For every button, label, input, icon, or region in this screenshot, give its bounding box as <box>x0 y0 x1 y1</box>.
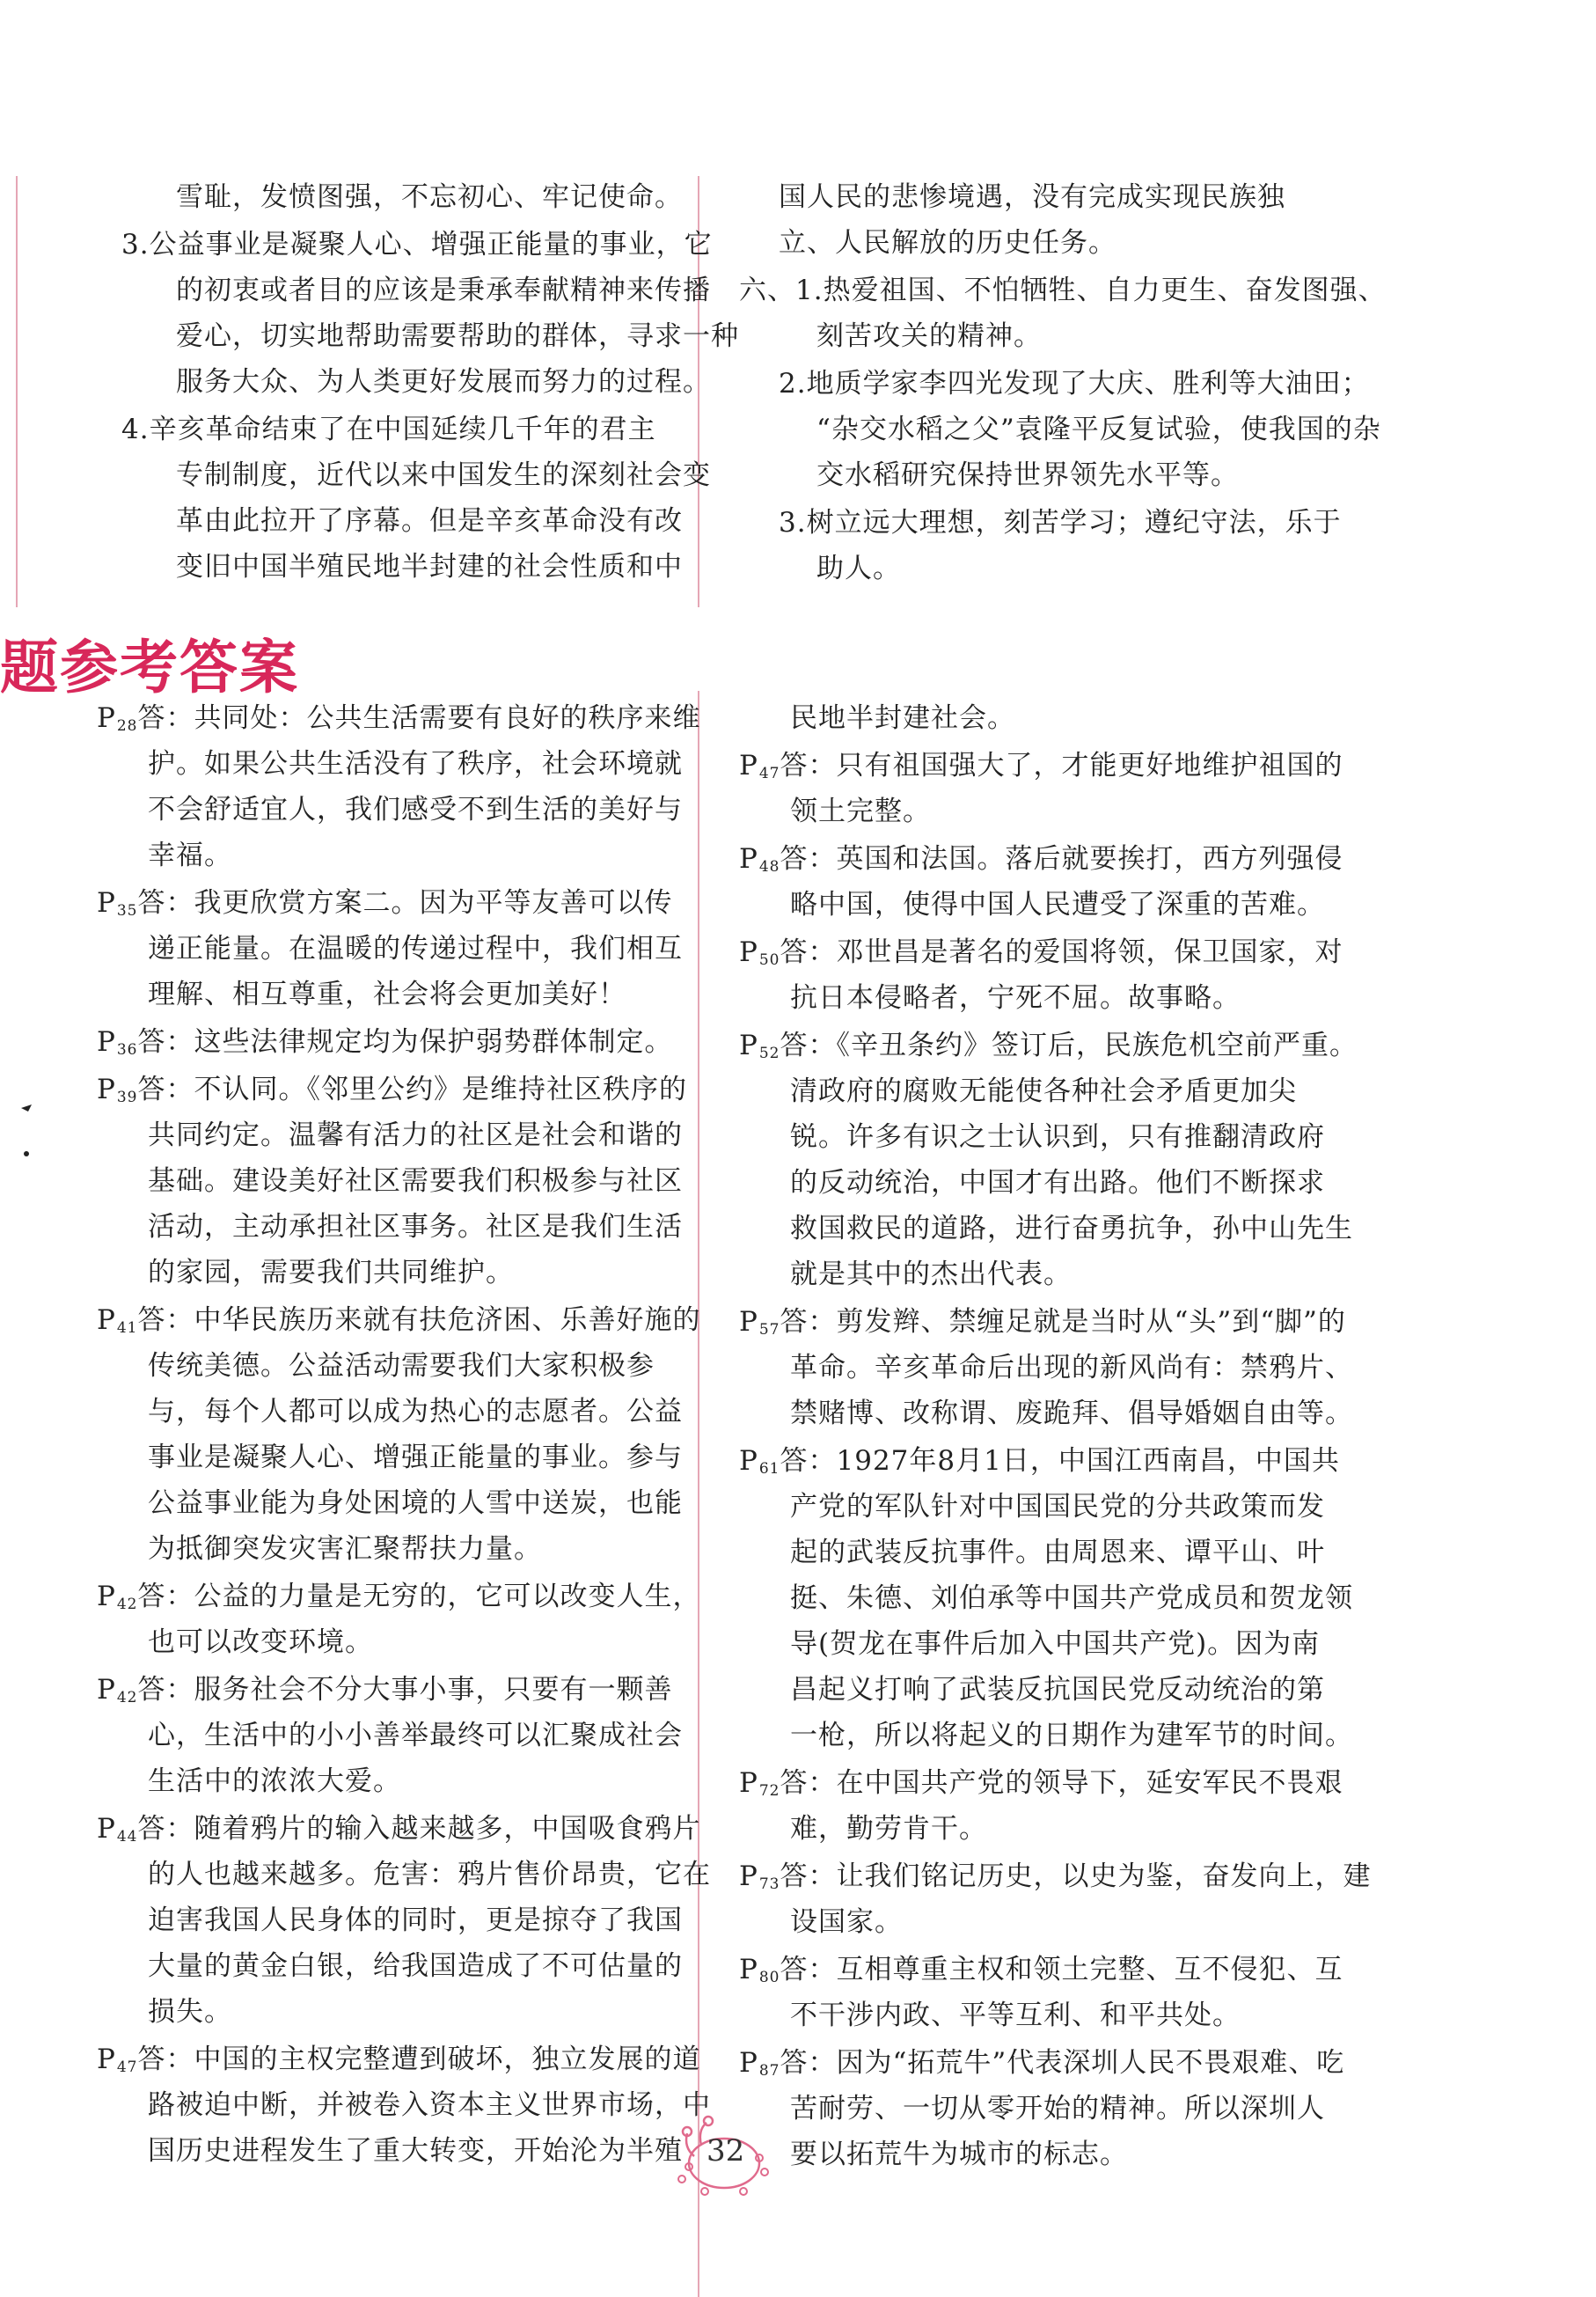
page-reference-number: 36 <box>116 1041 138 1059</box>
page-reference-number: 87 <box>758 2062 780 2080</box>
page-answer-item <box>739 695 1302 741</box>
answer-line: 地质学家李四光发现了大庆、胜利等大油田； <box>806 368 1370 400</box>
answer-line: 答：共同处：公共生活需要有良好的秩序来维 <box>137 702 701 734</box>
answer-line: 基础。建设美好社区需要我们积极参与社区 <box>148 1165 683 1197</box>
answer-line: 立、人民解放的历史任务。 <box>779 227 1116 259</box>
answer-line: 清政府的腐败无能使各种社会矛盾更加尖 <box>790 1075 1297 1107</box>
page-reference: $P_{35}$ <box>97 887 138 920</box>
answer-line: 革由此拉开了序幕。但是辛亥革命没有改 <box>176 505 683 537</box>
page-reference-number: 42 <box>116 1596 138 1613</box>
answer-line: “杂交水稻之父”袁隆平反复试验，使我国的杂 <box>816 414 1381 445</box>
page-reference: $P_{80}$ <box>739 1954 780 1986</box>
left-margin-rule <box>16 176 18 607</box>
page-answer-item <box>97 1019 673 1065</box>
page-answer-item <box>97 1667 683 1804</box>
page-reference: $P_{48}$ <box>739 843 780 876</box>
item-number: 六、1. <box>739 275 824 306</box>
answer-line: 迫害我国人民身体的同时，更是掠夺了我国 <box>148 1904 683 1936</box>
answer-line: 答：中国的主权完整遭到破坏，独立发展的道 <box>137 2044 701 2075</box>
page-answer-item <box>97 1297 701 1572</box>
bottom-left-column <box>97 695 711 2176</box>
page-reference: $P_{36}$ <box>97 1026 138 1059</box>
page-reference-number: 72 <box>758 1782 780 1800</box>
answer-item <box>97 174 683 220</box>
answer-line: 革命。辛亥革命后出现的新风尚有：禁鸦片、 <box>790 1352 1353 1383</box>
page-reference: $P_{42}$ <box>97 1581 138 1613</box>
answer-line: 护。如果公共生活没有了秩序，社会环境就 <box>148 748 683 780</box>
answer-line: 产党的军队针对中国国民党的分共政策而发 <box>790 1491 1325 1523</box>
page-answer-item <box>739 1299 1353 1436</box>
page-number: 32 <box>706 2133 745 2169</box>
answer-line: 答：这些法律规定均为保护弱势群体制定。 <box>137 1026 673 1058</box>
answer-item <box>97 222 739 405</box>
page-answer-item <box>739 1760 1343 1852</box>
page-reference-number: 35 <box>116 902 138 920</box>
answer-line: 要以拓荒牛为城市的标志。 <box>790 2139 1128 2170</box>
answer-line: 事业是凝聚人心、增强正能量的事业。参与 <box>148 1442 683 1473</box>
page-reference: $P_{52}$ <box>739 1030 780 1062</box>
answer-line: 幸福。 <box>148 840 232 871</box>
page-reference: $P_{47}$ <box>739 750 780 782</box>
answer-item <box>97 407 711 590</box>
answer-line: 大量的黄金白银，给我国造成了不可估量的 <box>148 1950 683 1982</box>
answer-line: 传统美德。公益活动需要我们大家积极参 <box>148 1350 655 1382</box>
answer-line: 答：中华民族历来就有扶危济困、乐善好施的 <box>137 1304 701 1336</box>
answer-line: 助人。 <box>816 553 901 584</box>
page-answer-item <box>97 2036 711 2174</box>
answer-line: 刻苦攻关的精神。 <box>816 320 1042 352</box>
page-reference-number: 50 <box>758 951 780 969</box>
answer-line: 的家园，需要我们共同维护。 <box>148 1257 514 1288</box>
answer-item <box>739 268 1387 359</box>
item-number: 4. <box>121 414 150 445</box>
answer-line: 公益事业能为身处困境的人雪中送炭，也能 <box>148 1487 683 1519</box>
bottom-right-column <box>739 695 1372 2179</box>
page-reference-number: 47 <box>758 765 780 782</box>
answer-line: 热爱祖国、不怕牺牲、自力更生、奋发图强、 <box>823 275 1387 306</box>
answer-line: 国人民的悲惨境遇，没有完成实现民族独 <box>779 181 1285 213</box>
page-reference: $P_{41}$ <box>97 1304 138 1337</box>
answer-line: 答：互相尊重主权和领土完整、互不侵犯、互 <box>780 1954 1343 1985</box>
answer-line: 心，生活中的小小善举最终可以汇聚成社会 <box>148 1720 683 1751</box>
page-reference-number: 28 <box>116 717 138 735</box>
answer-line: 民地半封建社会。 <box>790 702 1015 734</box>
page-reference: $P_{44}$ <box>97 1813 138 1846</box>
answer-line: 为抵御突发灾害汇聚帮扶力量。 <box>148 1533 542 1565</box>
page-answer-item <box>739 1023 1358 1297</box>
answer-line: 就是其中的杰出代表。 <box>790 1259 1072 1290</box>
answer-line: 略中国，使得中国人民遭受了深重的苦难。 <box>790 889 1325 921</box>
page-reference-number: 41 <box>116 1319 138 1337</box>
answer-line: 辛亥革命结束了在中国延续几千年的君主 <box>149 414 656 445</box>
page-reference-number: 39 <box>116 1089 138 1106</box>
page-reference: $P_{50}$ <box>739 936 780 969</box>
answer-line: 公益事业是凝聚人心、增强正能量的事业，它 <box>149 229 713 261</box>
page-answer-item <box>739 929 1343 1021</box>
page-reference-number: 47 <box>116 2058 138 2076</box>
answer-item <box>739 174 1302 266</box>
answer-line: 也可以改变环境。 <box>148 1626 373 1658</box>
answer-line: 苦耐劳、一切从零开始的精神。所以深圳人 <box>790 2093 1325 2125</box>
answer-line: 答：公益的力量是无穷的，它可以改变人生， <box>137 1581 701 1612</box>
answer-line: 的初衷或者目的应该是秉承奉献精神来传播 <box>176 275 711 306</box>
page-reference: $P_{87}$ <box>739 2047 780 2080</box>
answer-line: 生活中的浓浓大爱。 <box>148 1765 401 1797</box>
answer-line: 答：在中国共产党的领导下，延安军民不畏艰 <box>780 1767 1343 1799</box>
page-reference-number: 57 <box>758 1321 780 1339</box>
answer-line: 答：我更欣赏方案二。因为平等友善可以传 <box>137 887 673 919</box>
page-answer-item <box>97 695 701 878</box>
page-reference-number: 52 <box>758 1045 780 1062</box>
top-right-column <box>739 174 1387 593</box>
page-reference: $P_{61}$ <box>739 1445 780 1478</box>
answer-line: 国历史进程发生了重大转变，开始沦为半殖 <box>148 2135 683 2167</box>
page-answer-item <box>97 1806 711 2035</box>
answer-line: 的反动统治，中国才有出路。他们不断探求 <box>790 1167 1325 1199</box>
section-heading: 题参考答案 <box>0 634 299 701</box>
page-answer-item <box>739 1853 1372 1945</box>
answer-line: 答：1927年8月1日，中国江西南昌，中国共 <box>780 1445 1340 1477</box>
page-reference-number: 61 <box>758 1460 780 1478</box>
answer-line: 不会舒适宜人，我们感受不到生活的美好与 <box>148 794 683 826</box>
page-reference-number: 80 <box>758 1969 780 1986</box>
answer-line: 答：不认同。《邻里公约》是维持社区秩序的 <box>137 1074 687 1105</box>
page-reference-number: 73 <box>758 1875 780 1893</box>
answer-line: 答：随着鸦片的输入越来越多，中国吸食鸦片 <box>137 1813 701 1845</box>
page-reference: $P_{73}$ <box>739 1860 780 1893</box>
answer-line: 服务大众、为人类更好发展而努力的过程。 <box>176 366 711 398</box>
page-answer-item <box>739 743 1343 834</box>
answer-line: 的人也越来越多。危害：鸦片售价昂贵，它在 <box>148 1859 711 1890</box>
answer-line: 答：让我们铭记历史，以史为鉴，奋发向上，建 <box>780 1860 1372 1892</box>
page-answer-item <box>97 880 683 1017</box>
page-answer-item <box>739 1438 1353 1758</box>
item-number: 2. <box>779 368 807 400</box>
answer-line: 答：剪发辫、禁缠足就是当时从“头”到“脚”的 <box>780 1306 1346 1338</box>
answer-line: 路被迫中断，并被卷入资本主义世界市场，中 <box>148 2089 711 2121</box>
answer-line: 理解、相互尊重，社会将会更加美好！ <box>148 979 626 1010</box>
answer-line: 昌起义打响了武装反抗国民党反动统治的第 <box>790 1674 1325 1706</box>
page-answer-item <box>97 1067 687 1295</box>
answer-line: 共同约定。温馨有活力的社区是社会和谐的 <box>148 1119 683 1151</box>
answer-line: 起的武装反抗事件。由周恩来、谭平山、叶 <box>790 1537 1325 1568</box>
item-number: 3. <box>779 507 807 539</box>
answer-line: 活动，主动承担社区事务。社区是我们生活 <box>148 1211 683 1243</box>
answer-line: 设国家。 <box>790 1906 903 1938</box>
answer-line: 答：服务社会不分大事小事，只要有一颗善 <box>137 1674 673 1706</box>
answer-line: 一枪，所以将起义的日期作为建军节的时间。 <box>790 1720 1353 1751</box>
answer-line: 答：英国和法国。落后就要挨打，西方列强侵 <box>780 843 1343 875</box>
page-answer-item <box>739 2040 1345 2177</box>
answer-line: 答：《辛丑条约》签订后，民族危机空前严重。 <box>780 1030 1358 1061</box>
page-reference: $P_{28}$ <box>97 702 138 735</box>
answer-line: 交水稻研究保持世界领先水平等。 <box>816 459 1239 491</box>
answer-line: 递正能量。在温暖的传递过程中，我们相互 <box>148 933 683 965</box>
page-reference-number: 48 <box>758 858 780 876</box>
answer-line: 救国救民的道路，进行奋勇抗争，孙中山先生 <box>790 1213 1353 1244</box>
answer-line: 爱心，切实地帮助需要帮助的群体，寻求一种 <box>176 320 739 352</box>
answer-line: 树立远大理想，刻苦学习；遵纪守法，乐于 <box>806 507 1342 539</box>
page-reference: $P_{57}$ <box>739 1306 780 1339</box>
answer-line: 导(贺龙在事件后加入中国共产党)。因为南 <box>790 1628 1321 1660</box>
top-left-column <box>97 174 739 591</box>
answer-line: 雪耻，发愤图强，不忘初心、牢记使命。 <box>176 181 683 213</box>
page-reference: $P_{42}$ <box>97 1674 138 1706</box>
answer-item <box>739 500 1342 591</box>
answer-line: 不干涉内政、平等互利、和平共处。 <box>790 2000 1241 2031</box>
answer-line: 难，勤劳肯干。 <box>790 1813 987 1845</box>
answer-line: 抗日本侵略者，宁死不屈。故事略。 <box>790 982 1241 1014</box>
answer-line: 答：因为“拓荒牛”代表深圳人民不畏艰难、吃 <box>780 2047 1345 2079</box>
page-answer-item <box>97 1574 701 1665</box>
answer-line: 与，每个人都可以成为热心的志愿者。公益 <box>148 1396 683 1427</box>
item-number: 3. <box>121 229 150 261</box>
answer-line: 领土完整。 <box>790 796 931 827</box>
answer-line: 变旧中国半殖民地半封建的社会性质和中 <box>176 551 683 583</box>
answer-line: 答：只有祖国强大了，才能更好地维护祖国的 <box>780 750 1343 782</box>
page-reference-number: 44 <box>116 1828 138 1846</box>
answer-line: 挺、朱德、刘伯承等中国共产党成员和贺龙领 <box>790 1582 1353 1614</box>
page-answer-item <box>739 1947 1343 2038</box>
answer-line: 损失。 <box>148 1996 232 2028</box>
page-reference: $P_{39}$ <box>97 1074 138 1106</box>
page-reference: $P_{47}$ <box>97 2044 138 2076</box>
answer-line: 锐。许多有识之士认识到，只有推翻清政府 <box>790 1121 1325 1153</box>
stray-ink-marks <box>19 1096 40 1166</box>
page-reference: $P_{72}$ <box>739 1767 780 1800</box>
answer-item <box>739 361 1381 498</box>
answer-line: 禁赌博、改称谓、废跪拜、倡导婚姻自由等。 <box>790 1398 1353 1429</box>
answer-line: 答：邓世昌是著名的爱国将领，保卫国家，对 <box>780 936 1343 968</box>
page-answer-item <box>739 836 1343 928</box>
answer-line: 专制制度，近代以来中国发生的深刻社会变 <box>176 459 711 491</box>
page-reference-number: 42 <box>116 1689 138 1706</box>
